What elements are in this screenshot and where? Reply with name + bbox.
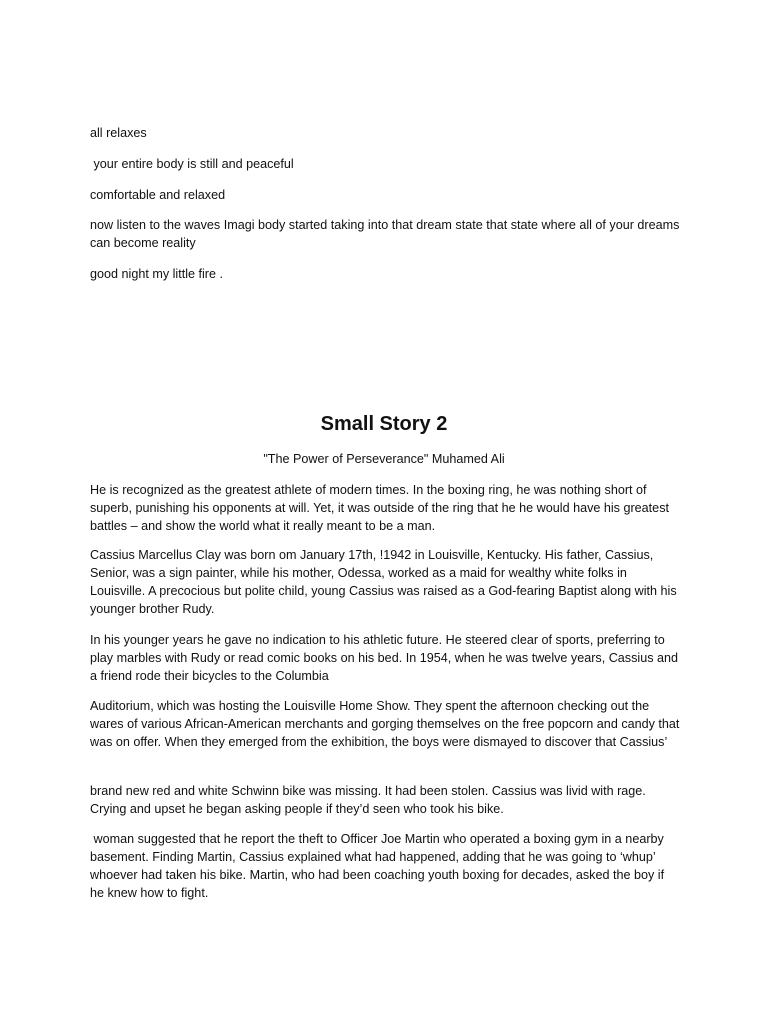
story-paragraph: brand new red and white Schwinn bike was missing. It had been stolen. Cassius was livid with rage. Crying and upset he began asking people if they’d seen who took his bike. (90, 784, 646, 816)
story-subtitle: "The Power of Perseverance" Muhamed Ali (263, 452, 505, 466)
text-line: now listen to the waves Imagi body started taking into that dream state that state where all of your dreams can become reality (90, 218, 680, 250)
story-title: Small Story 2 (320, 413, 448, 435)
text-line: good night my little fire . (90, 267, 223, 281)
story-paragraph: He is recognized as the greatest athlete of modern times. In the boxing ring, he was nothing short of superb, punishing his opponents at will. Yet, it was outside of the ring that he he would have his greatest battles – and show the world what it really meant to be a man. (90, 483, 669, 533)
text-line: your entire body is still and peaceful (90, 157, 294, 171)
story-paragraph: Auditorium, which was hosting the Louisville Home Show. They spent the afternoon checking out the wares of various African-American merchants and gorging themselves on the free popcorn and candy that was on offer. When they emerged from the exhibition, the boys were dismayed to discover that Cassius’ (90, 699, 680, 749)
story-paragraph: woman suggested that he report the theft to Officer Joe Martin who operated a boxing gym in a nearby basement. Finding Martin, Cassius explained what had happened, adding that he was going to ‘whup’ whoever had taken his bike. Martin, who had been coaching youth boxing for decades, asked the boy if he knew how to fight. (90, 832, 668, 900)
text-line: all relaxes (90, 126, 147, 140)
text-line: comfortable and relaxed (90, 188, 226, 202)
story-paragraph: In his younger years he gave no indication to his athletic future. He steered clear of sports, preferring to play marbles with Rudy or read comic books on his bed. In 1954, when he was twelve years, Cassius and a friend rode their bicycles to the Columbia (90, 633, 679, 683)
story-paragraph: Cassius Marcellus Clay was born om January 17th, !1942 in Louisville, Kentucky. His father, Cassius, Senior, was a sign painter, while his mother, Odessa, worked as a maid for wealthy white folks in Louisville. A precocious but polite child, young Cassius was raised as a God-fearing Baptist along with his younger brother Rudy. (90, 548, 677, 616)
